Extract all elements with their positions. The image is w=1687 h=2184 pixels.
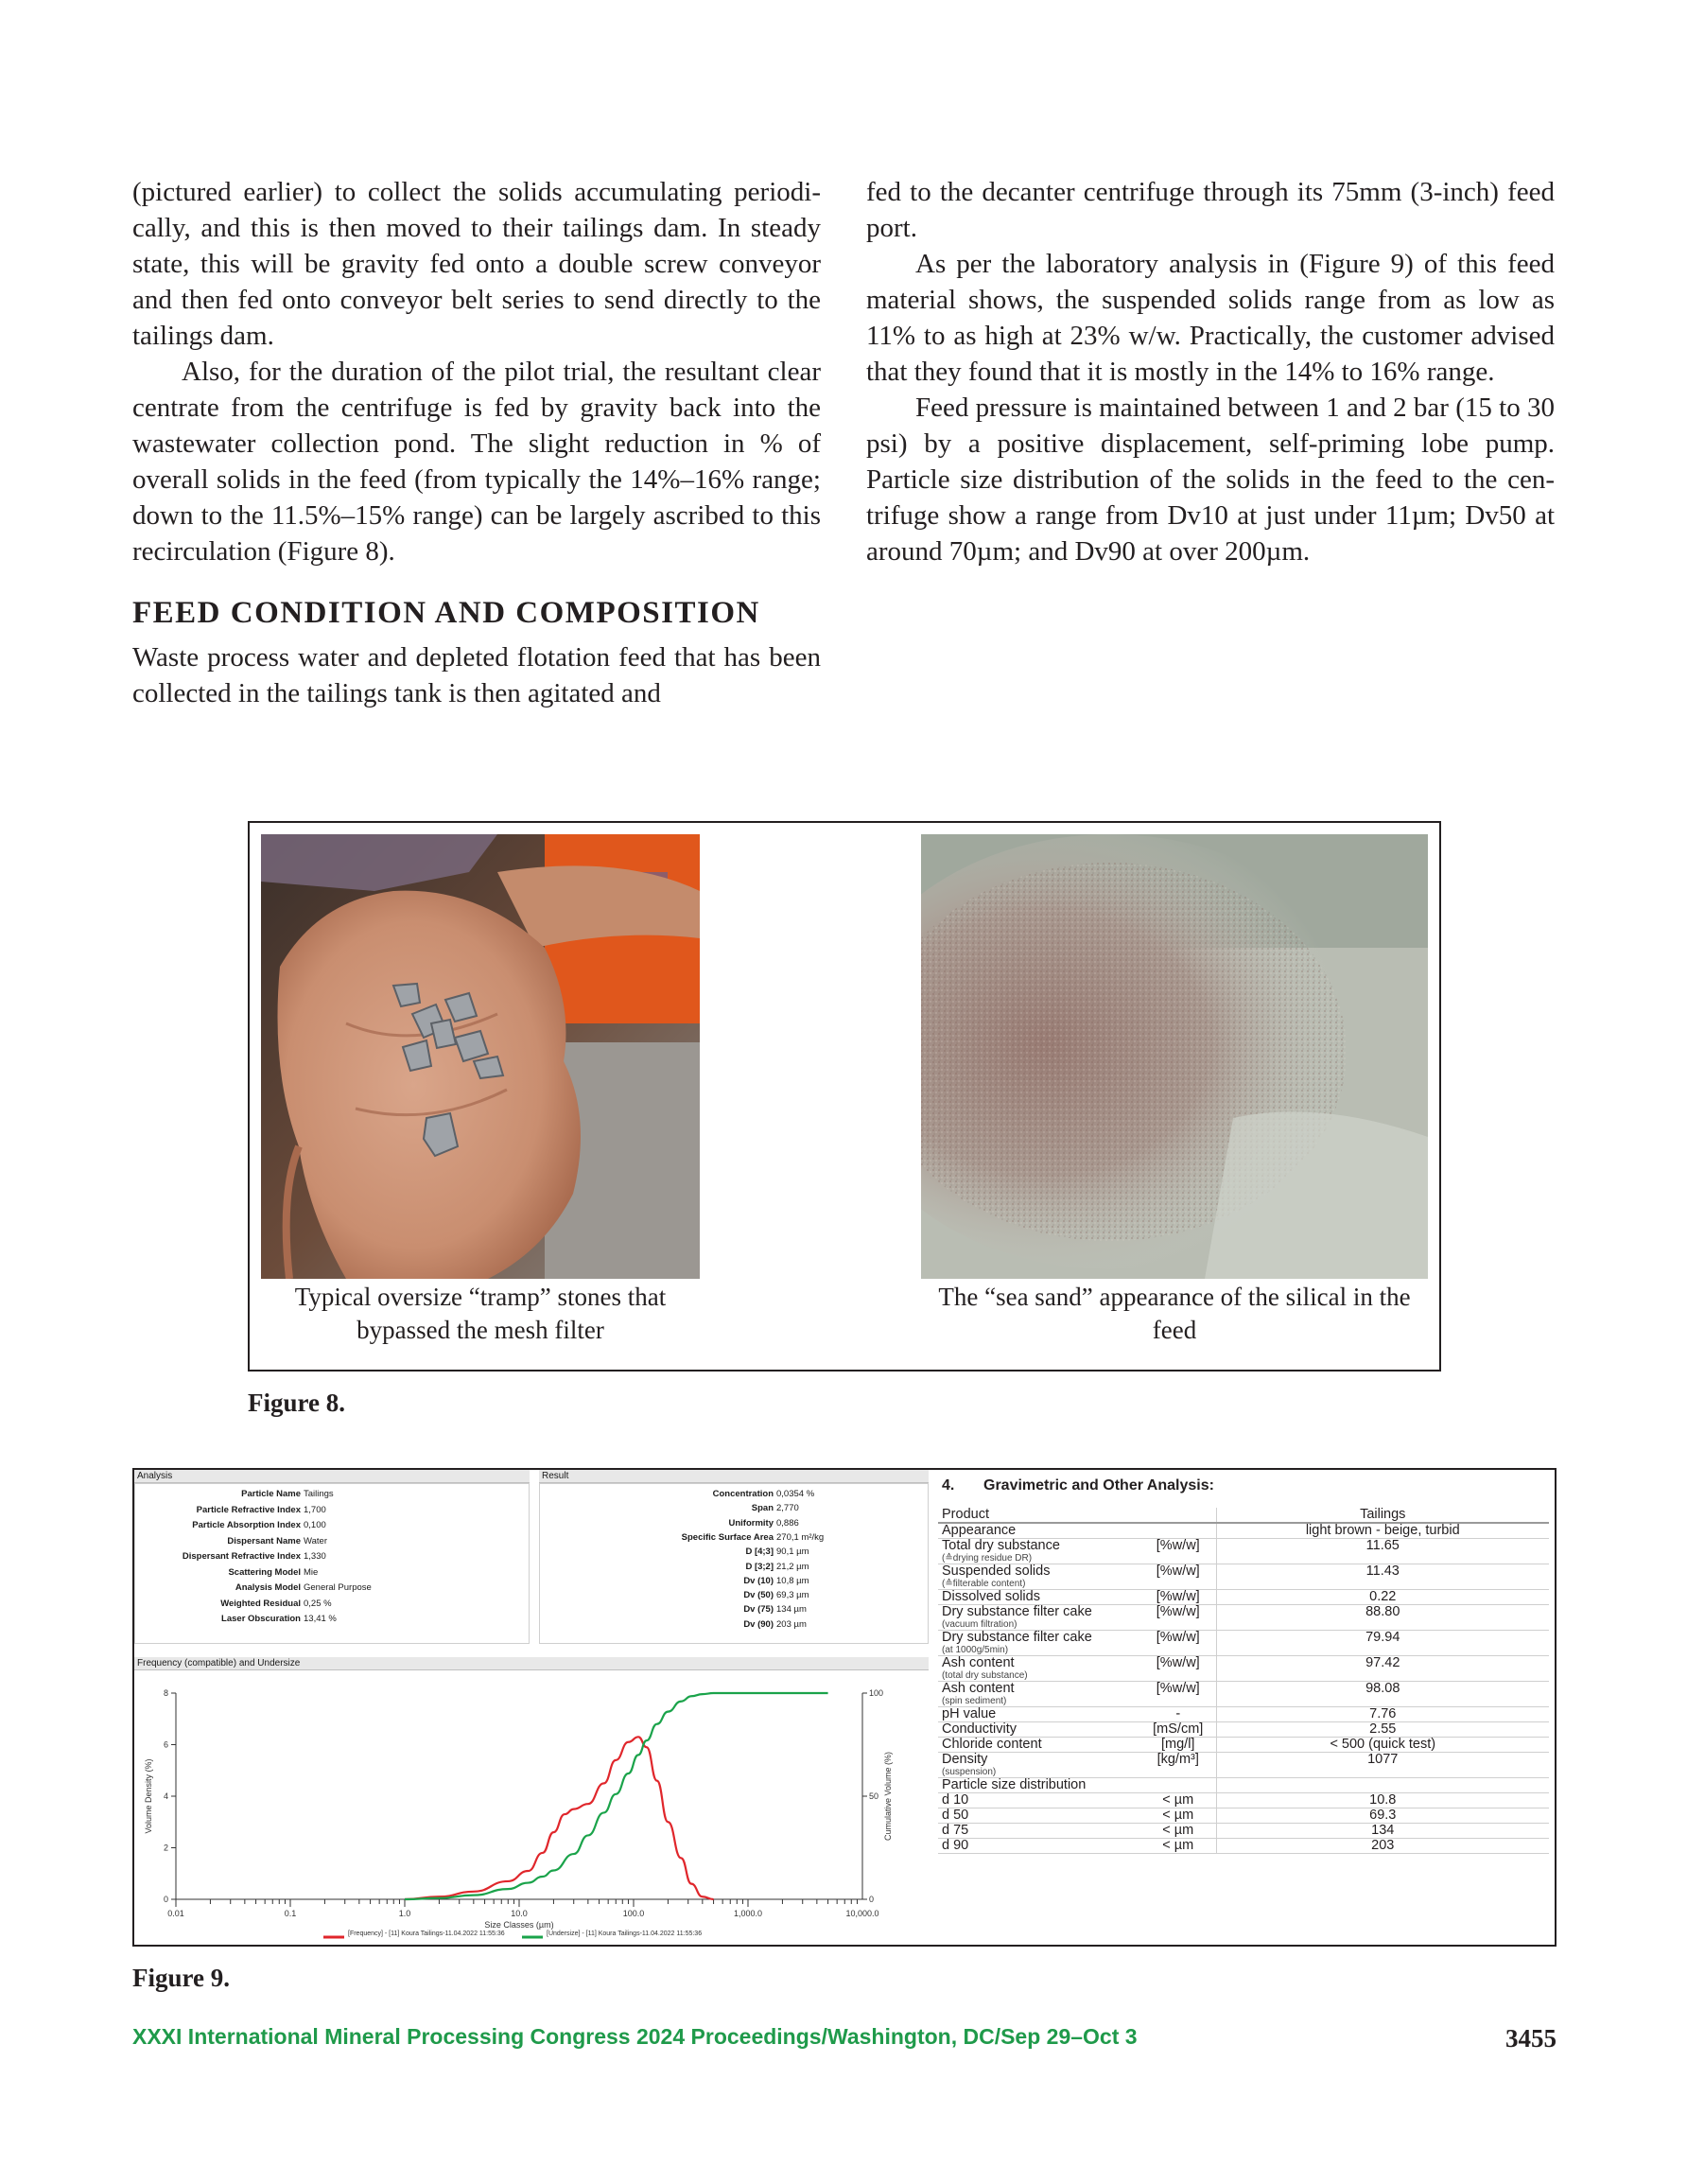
product-value: Tailings xyxy=(1216,1508,1549,1523)
right-text-column xyxy=(866,174,1555,569)
parameter-name xyxy=(938,1707,1140,1722)
value-cell: 7.76 xyxy=(1216,1707,1549,1722)
kv-key: Dv (10) xyxy=(743,1575,774,1586)
figure-caption: The “sea sand” appearance of the silical in the feed xyxy=(938,1283,1411,1344)
legend-label: [Undersize] - [11] Koura Tailings-11.04.2022 11:55:36 xyxy=(547,1931,703,1937)
value-cell: 2.55 xyxy=(1216,1722,1549,1738)
table-row xyxy=(938,1738,1549,1753)
unit-cell: < µm xyxy=(1140,1808,1216,1824)
parameter-label: Total dry substance xyxy=(942,1538,1060,1553)
parameter-label: Dissolved solids xyxy=(942,1589,1040,1604)
kv-row xyxy=(550,1562,809,1572)
kv-value: 1,700 xyxy=(304,1504,326,1515)
kv-value: 13,41 % xyxy=(304,1614,337,1624)
parameter-name xyxy=(938,1793,1140,1808)
kv-row xyxy=(144,1567,318,1578)
x-tick-label: 0.1 xyxy=(284,1909,297,1918)
parameter-name xyxy=(938,1738,1140,1753)
kv-row xyxy=(144,1551,326,1562)
table-cell xyxy=(1140,1523,1216,1539)
kv-value: Water xyxy=(304,1535,327,1546)
table-row xyxy=(938,1539,1549,1564)
kv-value: 10,8 µm xyxy=(776,1575,809,1586)
kv-key: Dispersant Name xyxy=(227,1535,301,1546)
table-row xyxy=(938,1656,1549,1682)
gravimetric-title xyxy=(942,1477,1214,1494)
kv-row xyxy=(144,1505,326,1515)
y-tick-label: 4 xyxy=(163,1791,168,1801)
parameter-label: Dry substance filter cake xyxy=(942,1630,1092,1645)
kv-value: 90,1 µm xyxy=(776,1546,809,1558)
kv-key: Particle Absorption Index xyxy=(192,1520,301,1530)
table-row xyxy=(938,1824,1549,1839)
paragraph: (pictured earlier) to collect the solids accumulating periodically, and this is then moved to their tailings dam. In steady state, this will be gravity fed onto a double screw conveyor and then fed onto conveyor belt series to send directly to the tailings dam. xyxy=(132,177,821,351)
unit-cell: [mS/cm] xyxy=(1140,1722,1216,1738)
kv-row xyxy=(550,1503,799,1513)
kv-key: Analysis Model xyxy=(235,1582,301,1593)
kv-key: Dv (50) xyxy=(743,1590,774,1601)
chart-header: Frequency (compatible) and Undersize xyxy=(134,1657,929,1670)
analysis-header: Analysis xyxy=(134,1470,530,1483)
unit-cell: [kg/m³] xyxy=(1140,1753,1216,1778)
particle-analysis-report xyxy=(134,1470,929,1945)
gravimetric-table xyxy=(938,1508,1549,1854)
kv-value: Tailings xyxy=(304,1489,334,1499)
kv-key: Span xyxy=(751,1503,774,1514)
unit-cell: < µm xyxy=(1140,1793,1216,1808)
value-cell: 1077 xyxy=(1216,1753,1549,1778)
figure-label: Figure 8. xyxy=(248,1389,345,1417)
value-cell xyxy=(1216,1778,1549,1793)
kv-row xyxy=(550,1489,814,1499)
gravimetric-analysis xyxy=(934,1470,1555,1945)
table-row xyxy=(938,1808,1549,1824)
kv-key: Specific Surface Area xyxy=(681,1531,774,1543)
kv-key: Dv (75) xyxy=(743,1604,774,1616)
kv-key: Scattering Model xyxy=(228,1566,301,1578)
parameter-label: d 75 xyxy=(942,1823,969,1838)
unit-cell: - xyxy=(1140,1707,1216,1722)
kv-row xyxy=(144,1599,332,1609)
parameter-name xyxy=(938,1778,1140,1793)
parameter-name xyxy=(938,1631,1140,1656)
legend-label: [Frequency] - [11] Koura Tailings-11.04.2022 11:55:36 xyxy=(348,1931,505,1937)
y2-tick-label: 0 xyxy=(869,1895,875,1904)
kv-value: 0,886 xyxy=(776,1517,799,1529)
kv-value: 0,0354 % xyxy=(776,1489,815,1499)
parameter-note: (suspension) xyxy=(942,1767,997,1777)
unit-cell: [%w/w] xyxy=(1140,1631,1216,1656)
parameter-name xyxy=(938,1590,1140,1605)
table-row xyxy=(938,1778,1549,1793)
parameter-label: d 10 xyxy=(942,1792,969,1808)
unit-cell: [mg/l] xyxy=(1140,1738,1216,1753)
table-row xyxy=(938,1793,1549,1808)
kv-value: Mie xyxy=(304,1566,319,1578)
kv-value: 270,1 m²/kg xyxy=(776,1531,825,1543)
unit-cell: [%w/w] xyxy=(1140,1590,1216,1605)
x-axis-label: Size Classes (µm) xyxy=(484,1920,554,1930)
figure-label: Figure 9. xyxy=(132,1964,230,1992)
y-tick-label: 0 xyxy=(163,1895,168,1904)
kv-row xyxy=(144,1614,337,1624)
parameter-label: Density xyxy=(942,1752,988,1767)
kv-value: 21,2 µm xyxy=(776,1561,809,1572)
y-tick-label: 6 xyxy=(163,1739,168,1750)
photo-sea-sand xyxy=(921,834,1428,1279)
parameter-name xyxy=(938,1564,1140,1590)
table-row xyxy=(938,1631,1549,1656)
kv-key: Particle Refractive Index xyxy=(196,1504,301,1515)
value-cell: 97.42 xyxy=(1216,1656,1549,1682)
x-tick-label: 0.01 xyxy=(167,1909,184,1918)
table-row xyxy=(938,1590,1549,1605)
y-axis-label: Volume Density (%) xyxy=(144,1758,153,1834)
table-row xyxy=(938,1682,1549,1707)
parameter-label: Dry substance filter cake xyxy=(942,1604,1092,1619)
unit-cell xyxy=(1140,1778,1216,1793)
value-cell: 0.22 xyxy=(1216,1590,1549,1605)
value-cell: < 500 (quick test) xyxy=(1216,1738,1549,1753)
table-row xyxy=(938,1508,1549,1523)
kv-key: D [3;2] xyxy=(745,1561,774,1572)
unit-cell: [%w/w] xyxy=(1140,1564,1216,1590)
value-cell: 69.3 xyxy=(1216,1808,1549,1824)
psd-chart xyxy=(134,1672,929,1945)
appearance-value: light brown - beige, turbid xyxy=(1216,1523,1549,1539)
unit-cell: [%w/w] xyxy=(1140,1605,1216,1631)
value-cell: 10.8 xyxy=(1216,1793,1549,1808)
parameter-name xyxy=(938,1839,1140,1854)
kv-value: 69,3 µm xyxy=(776,1590,809,1601)
value-cell: 79.94 xyxy=(1216,1631,1549,1656)
parameter-label: d 90 xyxy=(942,1838,969,1853)
parameter-label: d 50 xyxy=(942,1808,969,1823)
table-row xyxy=(938,1564,1549,1590)
parameter-name xyxy=(938,1753,1140,1778)
unit-cell: < µm xyxy=(1140,1824,1216,1839)
figure-9-frame xyxy=(132,1468,1557,1947)
paragraph: As per the laboratory analysis in (Figure 9) of this feed material shows, the suspended solids range from as low as 11% to as high at 23% w/w. Practically, the customer advised that they found that it is mostly in the 14% to 16% range. xyxy=(866,249,1555,387)
unit-cell: < µm xyxy=(1140,1839,1216,1854)
kv-value: 203 µm xyxy=(776,1618,807,1630)
result-header: Result xyxy=(539,1470,929,1483)
value-cell: 98.08 xyxy=(1216,1682,1549,1707)
parameter-label: Particle size distribution xyxy=(942,1777,1087,1792)
value-cell: 11.43 xyxy=(1216,1564,1549,1590)
kv-row xyxy=(550,1604,807,1615)
conference-title: XXXI International Mineral Processing Congress 2024 Proceedings/Washington, DC/Sep 29–Oct 3 xyxy=(132,2024,1138,2049)
y-tick-label: 2 xyxy=(163,1843,168,1853)
section-number: 4. xyxy=(942,1477,955,1494)
x-tick-label: 10,000.0 xyxy=(845,1909,879,1918)
kv-row xyxy=(144,1489,334,1499)
table-row xyxy=(938,1722,1549,1738)
parameter-label: Ash content xyxy=(942,1655,1015,1670)
appearance-label: Appearance xyxy=(938,1523,1140,1539)
value-cell: 203 xyxy=(1216,1839,1549,1854)
table-cell xyxy=(1140,1508,1216,1523)
unit-cell: [%w/w] xyxy=(1140,1539,1216,1564)
parameter-label: pH value xyxy=(942,1706,997,1721)
kv-value: 1,330 xyxy=(304,1551,326,1562)
kv-row xyxy=(550,1576,809,1586)
x-tick-label: 100.0 xyxy=(622,1909,645,1918)
parameter-label: Chloride content xyxy=(942,1737,1042,1752)
kv-value: 0,100 xyxy=(304,1520,326,1530)
table-row xyxy=(938,1707,1549,1722)
parameter-name xyxy=(938,1808,1140,1824)
table-row xyxy=(938,1839,1549,1854)
parameter-name xyxy=(938,1722,1140,1738)
y2-tick-label: 50 xyxy=(869,1791,879,1801)
parameter-label: Suspended solids xyxy=(942,1564,1051,1579)
parameter-note: (≙drying residue DR) xyxy=(942,1553,1033,1564)
kv-row xyxy=(550,1590,809,1600)
kv-key: Particle Name xyxy=(241,1489,301,1499)
parameter-note: (spin sediment) xyxy=(942,1696,1007,1706)
parameter-name xyxy=(938,1605,1140,1631)
table-row xyxy=(938,1605,1549,1631)
kv-key: Weighted Residual xyxy=(220,1598,301,1609)
parameter-name xyxy=(938,1824,1140,1839)
left-text-column xyxy=(132,174,821,711)
value-cell: 134 xyxy=(1216,1824,1549,1839)
table-row xyxy=(938,1523,1549,1539)
parameter-name xyxy=(938,1682,1140,1707)
x-tick-label: 1.0 xyxy=(398,1909,411,1918)
kv-key: Concentration xyxy=(712,1489,774,1499)
parameter-note: (≙filterable content) xyxy=(942,1579,1026,1589)
page-footer xyxy=(132,2024,1557,2053)
kv-row xyxy=(550,1619,807,1630)
table-row xyxy=(938,1753,1549,1778)
kv-row xyxy=(144,1536,327,1546)
paragraph: Feed pressure is maintained between 1 and 2 bar (15 to 30 psi) by a positive displacement, self-priming lobe pump. Particle size distribution of the solids in the feed to the centrifuge show a range from Dv10 at just under 11µm; Dv50 at around 70µm; and Dv90 at over 200µm. xyxy=(866,393,1555,567)
page-number: 3455 xyxy=(1505,2024,1557,2053)
kv-key: D [4;3] xyxy=(745,1546,774,1558)
section-title: Gravimetric and Other Analysis: xyxy=(983,1477,1214,1494)
y2-axis-label: Cumulative Volume (%) xyxy=(883,1751,893,1842)
x-tick-label: 1,000.0 xyxy=(733,1909,763,1918)
kv-row xyxy=(550,1518,799,1529)
value-cell: 88.80 xyxy=(1216,1605,1549,1631)
photo-tramp-stones xyxy=(261,834,700,1279)
parameter-label: Ash content xyxy=(942,1681,1015,1696)
kv-value: 134 µm xyxy=(776,1604,807,1616)
product-label: Product xyxy=(938,1508,1140,1523)
kv-row xyxy=(550,1532,824,1543)
kv-value: General Purpose xyxy=(304,1582,372,1593)
x-tick-label: 10.0 xyxy=(511,1909,528,1918)
parameter-name xyxy=(938,1656,1140,1682)
parameter-note: (total dry substance) xyxy=(942,1670,1028,1681)
paragraph: Waste process water and depleted flotation feed that has been collected in the tailings tank is then agitated and xyxy=(132,642,821,708)
paragraph: Also, for the duration of the pilot trial, the resultant clear centrate from the centrifuge is fed by gravity back into the wastewater collection pond. The slight reduction in % of overall solids in the feed (from typically the 14%–16% range; down to the 11.5%–15% range) can be largely ascribed to this recirculation (Figure 8). xyxy=(132,357,821,567)
section-heading: FEED CONDITION AND COMPOSITION xyxy=(132,596,760,630)
value-cell: 11.65 xyxy=(1216,1539,1549,1564)
y2-tick-label: 100 xyxy=(869,1688,884,1698)
parameter-label: Conductivity xyxy=(942,1721,1017,1737)
kv-value: 0,25 % xyxy=(304,1598,332,1609)
kv-row xyxy=(144,1582,372,1593)
kv-row xyxy=(550,1546,809,1557)
parameter-name xyxy=(938,1539,1140,1564)
unit-cell: [%w/w] xyxy=(1140,1682,1216,1707)
kv-key: Uniformity xyxy=(728,1517,774,1529)
y-tick-label: 8 xyxy=(163,1688,168,1698)
undersize-line xyxy=(405,1693,828,1899)
kv-value: 2,770 xyxy=(776,1503,799,1514)
kv-row xyxy=(144,1520,326,1530)
parameter-note: (at 1000g/5min) xyxy=(942,1645,1009,1655)
frequency-line xyxy=(405,1737,714,1899)
figure-caption: Typical oversize “tramp” stones that bypassed the mesh filter xyxy=(294,1283,667,1344)
paragraph: fed to the decanter centrifuge through its 75mm (3-inch) feed port. xyxy=(866,177,1555,243)
kv-key: Dv (90) xyxy=(743,1618,774,1630)
unit-cell: [%w/w] xyxy=(1140,1656,1216,1682)
figure-8-frame xyxy=(248,821,1441,1372)
parameter-note: (vacuum filtration) xyxy=(942,1619,1017,1630)
kv-key: Dispersant Refractive Index xyxy=(182,1551,301,1562)
kv-key: Laser Obscuration xyxy=(221,1614,301,1624)
